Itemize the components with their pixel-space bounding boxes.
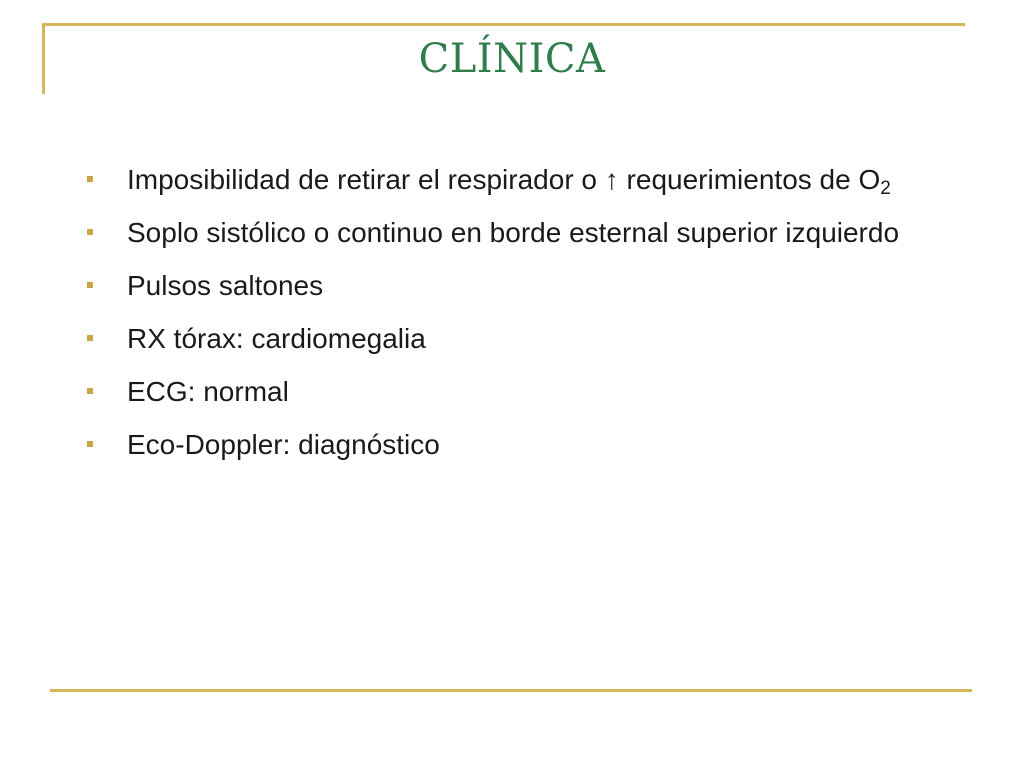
subscript-two: 2 xyxy=(880,178,891,199)
bullet-item xyxy=(82,264,986,307)
bullet-item xyxy=(82,211,986,254)
up-arrow-icon: ↑ xyxy=(604,164,619,195)
square-bullet-icon xyxy=(87,388,93,394)
bullet-text: RX tórax: cardiomegalia xyxy=(127,323,426,354)
bottom-rule xyxy=(50,689,972,692)
bullet-text: Soplo sistólico o continuo en borde esternal superior izquierdo xyxy=(127,217,900,248)
top-rule xyxy=(42,23,965,26)
bullet-text: Eco-Doppler: diagnóstico xyxy=(127,429,440,460)
bullet-text: ECG: normal xyxy=(127,376,289,407)
bullet-item xyxy=(82,317,986,360)
square-bullet-icon xyxy=(87,441,93,447)
slide-title: CLÍNICA xyxy=(418,36,606,82)
bullet-text-part: requerimientos de O xyxy=(618,164,881,195)
square-bullet-icon xyxy=(87,176,93,182)
bullet-text-part: Imposibilidad de retirar el respirador o xyxy=(127,164,605,195)
bullet-text: Pulsos saltones xyxy=(127,270,324,301)
bullet-item xyxy=(82,370,986,413)
square-bullet-icon xyxy=(87,229,93,235)
bullet-item xyxy=(82,423,986,466)
square-bullet-icon xyxy=(87,335,93,341)
square-bullet-icon xyxy=(87,282,93,288)
bullet-item xyxy=(82,158,986,201)
bullet-list xyxy=(82,158,986,476)
